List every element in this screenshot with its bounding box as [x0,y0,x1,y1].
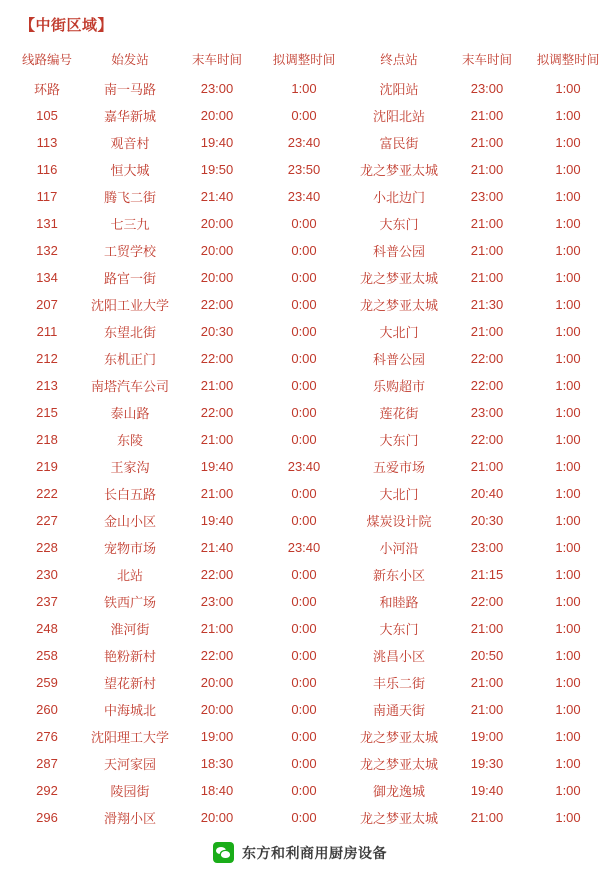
cell-route-number: 230 [36,567,58,582]
cell-origin-adjusted-time: 0:00 [291,567,317,582]
cell-origin-last-bus-time: 18:40 [200,783,234,798]
cell-origin-adjusted-time: 23:40 [287,135,321,150]
cell-terminal-last-bus-time: 21:15 [470,567,504,582]
cell-origin-last-bus-time: 20:00 [200,810,234,825]
table-row [10,426,600,453]
cell-origin-station: 宠物市场 [103,541,156,556]
cell-terminal-adjusted-time: 1:00 [555,189,581,204]
cell-terminal-station: 小河沿 [379,541,419,556]
cell-terminal-adjusted-time: 1:00 [555,513,581,528]
cell-origin-station: 长白五路 [103,487,156,502]
cell-terminal-station: 科普公园 [372,352,425,367]
cell-origin-station: 恒大城 [110,163,150,178]
cell-origin-adjusted-time: 0:00 [291,756,317,771]
table-row [10,210,600,237]
cell-origin-last-bus-time: 21:00 [200,432,234,447]
cell-terminal-adjusted-time: 1:00 [555,297,581,312]
cell-origin-station: 沈阳理工大学 [90,730,169,745]
cell-origin-adjusted-time: 23:40 [287,540,321,555]
cell-origin-station: 望花新村 [103,676,156,691]
cell-terminal-last-bus-time: 22:00 [470,378,504,393]
cell-route-number: 218 [36,432,58,447]
cell-terminal-adjusted-time: 1:00 [555,675,581,690]
table-row [10,561,600,588]
cell-terminal-station: 大东门 [379,622,419,637]
page-title: 【中街区域】 [20,17,114,34]
cell-route-number: 环路 [33,82,60,97]
cell-terminal-adjusted-time: 1:00 [555,216,581,231]
cell-terminal-last-bus-time: 21:00 [470,702,504,717]
cell-origin-last-bus-time: 20:00 [200,702,234,717]
column-header-terminal-adjusted-time: 拟调整时间 [536,53,600,67]
cell-origin-adjusted-time: 1:00 [291,81,317,96]
cell-origin-last-bus-time: 20:30 [200,324,234,339]
cell-terminal-station: 五爱市场 [372,460,425,475]
table-row [10,642,600,669]
cell-origin-station: 淮河街 [110,622,150,637]
cell-route-number: 207 [36,297,58,312]
cell-origin-station: 滑翔小区 [103,811,156,826]
cell-terminal-station: 洮昌小区 [372,649,425,664]
table-row [10,723,600,750]
table-row [10,399,600,426]
footer-account [213,842,387,863]
cell-terminal-last-bus-time: 21:00 [470,108,504,123]
column-header-origin-station: 始发站 [111,53,149,67]
cell-origin-adjusted-time: 0:00 [291,378,317,393]
table-row [10,534,600,561]
cell-terminal-station: 科普公园 [372,244,425,259]
cell-origin-last-bus-time: 22:00 [200,405,234,420]
cell-route-number: 116 [36,162,58,177]
cell-terminal-last-bus-time: 21:00 [470,324,504,339]
cell-route-number: 212 [36,351,58,366]
cell-origin-adjusted-time: 0:00 [291,108,317,123]
cell-terminal-adjusted-time: 1:00 [555,783,581,798]
cell-origin-adjusted-time: 23:40 [287,459,321,474]
cell-terminal-last-bus-time: 23:00 [470,540,504,555]
cell-route-number: 132 [36,243,58,258]
cell-terminal-last-bus-time: 19:00 [470,729,504,744]
cell-origin-last-bus-time: 20:00 [200,108,234,123]
cell-route-number: 258 [36,648,58,663]
cell-origin-station: 金山小区 [103,514,156,529]
cell-route-number: 260 [36,702,58,717]
cell-terminal-adjusted-time: 1:00 [555,351,581,366]
cell-terminal-last-bus-time: 19:40 [470,783,504,798]
cell-origin-adjusted-time: 0:00 [291,270,317,285]
cell-route-number: 215 [36,405,58,420]
cell-origin-adjusted-time: 0:00 [291,243,317,258]
cell-route-number: 134 [36,270,58,285]
table-row [10,750,600,777]
column-header-terminal-last-bus-time: 末车时间 [461,53,512,67]
table-row [10,588,600,615]
cell-terminal-last-bus-time: 23:00 [470,405,504,420]
cell-origin-last-bus-time: 21:00 [200,621,234,636]
cell-route-number: 222 [36,486,58,501]
cell-origin-adjusted-time: 0:00 [291,675,317,690]
table-row [10,345,600,372]
cell-origin-adjusted-time: 0:00 [291,216,317,231]
cell-origin-station: 东望北街 [103,325,156,340]
cell-terminal-station: 小北边门 [372,190,425,205]
cell-origin-station: 东机正门 [103,352,156,367]
cell-terminal-adjusted-time: 1:00 [555,432,581,447]
cell-terminal-last-bus-time: 21:00 [470,675,504,690]
cell-route-number: 131 [36,216,58,231]
table-row [10,75,600,102]
cell-origin-adjusted-time: 0:00 [291,594,317,609]
cell-origin-station: 中海城北 [103,703,156,718]
table-row [10,102,600,129]
cell-origin-last-bus-time: 23:00 [200,81,234,96]
column-header-origin-last-bus-time: 末车时间 [191,53,242,67]
cell-terminal-last-bus-time: 22:00 [470,594,504,609]
cell-origin-adjusted-time: 0:00 [291,432,317,447]
cell-terminal-adjusted-time: 1:00 [555,270,581,285]
cell-origin-last-bus-time: 19:40 [200,135,234,150]
cell-terminal-station: 大东门 [379,217,419,232]
cell-origin-last-bus-time: 18:30 [200,756,234,771]
cell-route-number: 248 [36,621,58,636]
cell-terminal-station: 龙之梦亚太城 [359,757,438,772]
bus-schedule-table [10,45,600,831]
table-row [10,264,600,291]
cell-terminal-adjusted-time: 1:00 [555,756,581,771]
cell-terminal-adjusted-time: 1:00 [555,324,581,339]
cell-terminal-last-bus-time: 21:00 [470,216,504,231]
cell-terminal-adjusted-time: 1:00 [555,405,581,420]
cell-origin-last-bus-time: 20:00 [200,675,234,690]
table-row [10,696,600,723]
cell-origin-adjusted-time: 0:00 [291,486,317,501]
cell-terminal-adjusted-time: 1:00 [555,702,581,717]
table-row [10,615,600,642]
cell-terminal-station: 龙之梦亚太城 [359,298,438,313]
cell-terminal-station: 大北门 [379,487,419,502]
column-header-route-number: 线路编号 [21,53,72,67]
table-row [10,372,600,399]
cell-origin-station: 北站 [116,568,143,583]
cell-origin-last-bus-time: 21:40 [200,189,234,204]
cell-route-number: 276 [36,729,58,744]
cell-terminal-adjusted-time: 1:00 [555,162,581,177]
cell-origin-station: 工贸学校 [103,244,156,259]
cell-terminal-last-bus-time: 20:40 [470,486,504,501]
table-row [10,804,600,831]
cell-terminal-station: 龙之梦亚太城 [359,271,438,286]
cell-terminal-station: 御龙逸城 [372,784,425,799]
cell-origin-adjusted-time: 0:00 [291,783,317,798]
cell-route-number: 105 [36,108,58,123]
cell-route-number: 113 [36,135,58,150]
cell-origin-last-bus-time: 19:40 [200,459,234,474]
cell-terminal-adjusted-time: 1:00 [555,81,581,96]
cell-origin-last-bus-time: 21:40 [200,540,234,555]
cell-terminal-station: 沈阳北站 [372,109,425,124]
cell-route-number: 227 [36,513,58,528]
cell-origin-last-bus-time: 20:00 [200,270,234,285]
cell-origin-adjusted-time: 0:00 [291,810,317,825]
cell-origin-last-bus-time: 19:50 [200,162,234,177]
cell-route-number: 259 [36,675,58,690]
cell-origin-adjusted-time: 0:00 [291,297,317,312]
cell-route-number: 213 [36,378,58,393]
table-row [10,453,600,480]
cell-origin-last-bus-time: 19:40 [200,513,234,528]
cell-terminal-adjusted-time: 1:00 [555,459,581,474]
cell-origin-station: 王家沟 [110,460,150,475]
cell-terminal-last-bus-time: 22:00 [470,351,504,366]
column-header-terminal-station: 终点站 [380,53,418,67]
cell-terminal-adjusted-time: 1:00 [555,567,581,582]
cell-origin-station: 观音村 [110,136,150,151]
cell-origin-adjusted-time: 0:00 [291,405,317,420]
cell-origin-adjusted-time: 0:00 [291,351,317,366]
cell-origin-last-bus-time: 21:00 [200,486,234,501]
table-row [10,156,600,183]
wechat-icon [213,842,234,863]
cell-route-number: 117 [36,189,58,204]
cell-terminal-last-bus-time: 20:30 [470,513,504,528]
cell-terminal-station: 乐购超市 [372,379,425,394]
cell-origin-last-bus-time: 22:00 [200,648,234,663]
cell-origin-adjusted-time: 0:00 [291,324,317,339]
cell-origin-adjusted-time: 0:00 [291,513,317,528]
cell-terminal-station: 龙之梦亚太城 [359,730,438,745]
cell-origin-last-bus-time: 23:00 [200,594,234,609]
cell-terminal-station: 沈阳站 [379,82,419,97]
cell-origin-station: 东陵 [116,433,143,448]
cell-terminal-station: 煤炭设计院 [366,514,432,529]
column-header-origin-adjusted-time: 拟调整时间 [272,53,336,67]
cell-terminal-last-bus-time: 21:00 [470,162,504,177]
cell-origin-station: 腾飞二街 [103,190,156,205]
cell-terminal-adjusted-time: 1:00 [555,108,581,123]
table-row [10,183,600,210]
cell-origin-adjusted-time: 0:00 [291,729,317,744]
cell-terminal-station: 龙之梦亚太城 [359,163,438,178]
cell-terminal-station: 新东小区 [372,568,425,583]
cell-terminal-last-bus-time: 21:30 [470,297,504,312]
cell-terminal-last-bus-time: 21:00 [470,270,504,285]
cell-terminal-station: 富民街 [379,136,419,151]
table-row [10,480,600,507]
table-body [10,75,600,831]
cell-origin-station: 陵园街 [110,784,150,799]
cell-terminal-last-bus-time: 21:00 [470,621,504,636]
cell-route-number: 296 [36,810,58,825]
cell-terminal-adjusted-time: 1:00 [555,810,581,825]
table-row [10,507,600,534]
cell-origin-last-bus-time: 22:00 [200,567,234,582]
cell-origin-adjusted-time: 0:00 [291,648,317,663]
cell-terminal-station: 南通天街 [372,703,425,718]
cell-terminal-station: 大北门 [379,325,419,340]
cell-terminal-station: 龙之梦亚太城 [359,811,438,826]
cell-route-number: 228 [36,540,58,555]
cell-origin-station: 天河家园 [103,757,156,772]
table-row [10,669,600,696]
cell-route-number: 211 [36,324,58,339]
cell-origin-station: 嘉华新城 [103,109,156,124]
cell-terminal-last-bus-time: 22:00 [470,432,504,447]
cell-origin-last-bus-time: 22:00 [200,297,234,312]
table-row [10,237,600,264]
cell-origin-station: 南塔汽车公司 [90,379,169,394]
table-row [10,129,600,156]
cell-origin-last-bus-time: 20:00 [200,216,234,231]
cell-terminal-last-bus-time: 21:00 [470,459,504,474]
cell-terminal-station: 莲花街 [379,406,419,421]
footer [0,842,600,868]
cell-terminal-last-bus-time: 23:00 [470,189,504,204]
cell-origin-last-bus-time: 20:00 [200,243,234,258]
cell-terminal-adjusted-time: 1:00 [555,729,581,744]
cell-terminal-last-bus-time: 20:50 [470,648,504,663]
cell-origin-last-bus-time: 19:00 [200,729,234,744]
cell-origin-adjusted-time: 0:00 [291,702,317,717]
cell-origin-station: 七三九 [110,217,150,232]
cell-terminal-last-bus-time: 21:00 [470,243,504,258]
cell-route-number: 287 [36,756,58,771]
cell-terminal-adjusted-time: 1:00 [555,486,581,501]
cell-terminal-station: 和睦路 [379,595,419,610]
cell-origin-station: 路官一街 [103,271,156,286]
cell-terminal-adjusted-time: 1:00 [555,243,581,258]
cell-origin-station: 泰山路 [110,406,150,421]
cell-origin-station: 艳粉新村 [103,649,156,664]
cell-terminal-station: 丰乐二街 [372,676,425,691]
footer-account-name: 东方和利商用厨房设备 [242,844,387,861]
cell-terminal-station: 大东门 [379,433,419,448]
cell-terminal-last-bus-time: 23:00 [470,81,504,96]
cell-origin-station: 沈阳工业大学 [90,298,169,313]
cell-origin-adjusted-time: 0:00 [291,621,317,636]
cell-terminal-adjusted-time: 1:00 [555,594,581,609]
cell-route-number: 219 [36,459,58,474]
cell-terminal-adjusted-time: 1:00 [555,378,581,393]
table-header-row [10,45,600,75]
cell-origin-station: 南一马路 [103,82,156,97]
table-row [10,318,600,345]
cell-route-number: 237 [36,594,58,609]
cell-origin-last-bus-time: 22:00 [200,351,234,366]
cell-terminal-adjusted-time: 1:00 [555,135,581,150]
cell-terminal-last-bus-time: 19:30 [470,756,504,771]
cell-terminal-last-bus-time: 21:00 [470,810,504,825]
table-row [10,777,600,804]
cell-terminal-adjusted-time: 1:00 [555,540,581,555]
cell-terminal-adjusted-time: 1:00 [555,621,581,636]
table-row [10,291,600,318]
cell-origin-adjusted-time: 23:40 [287,189,321,204]
cell-terminal-adjusted-time: 1:00 [555,648,581,663]
cell-origin-last-bus-time: 21:00 [200,378,234,393]
cell-origin-station: 铁西广场 [103,595,156,610]
cell-origin-adjusted-time: 23:50 [287,162,321,177]
cell-route-number: 292 [36,783,58,798]
cell-terminal-last-bus-time: 21:00 [470,135,504,150]
